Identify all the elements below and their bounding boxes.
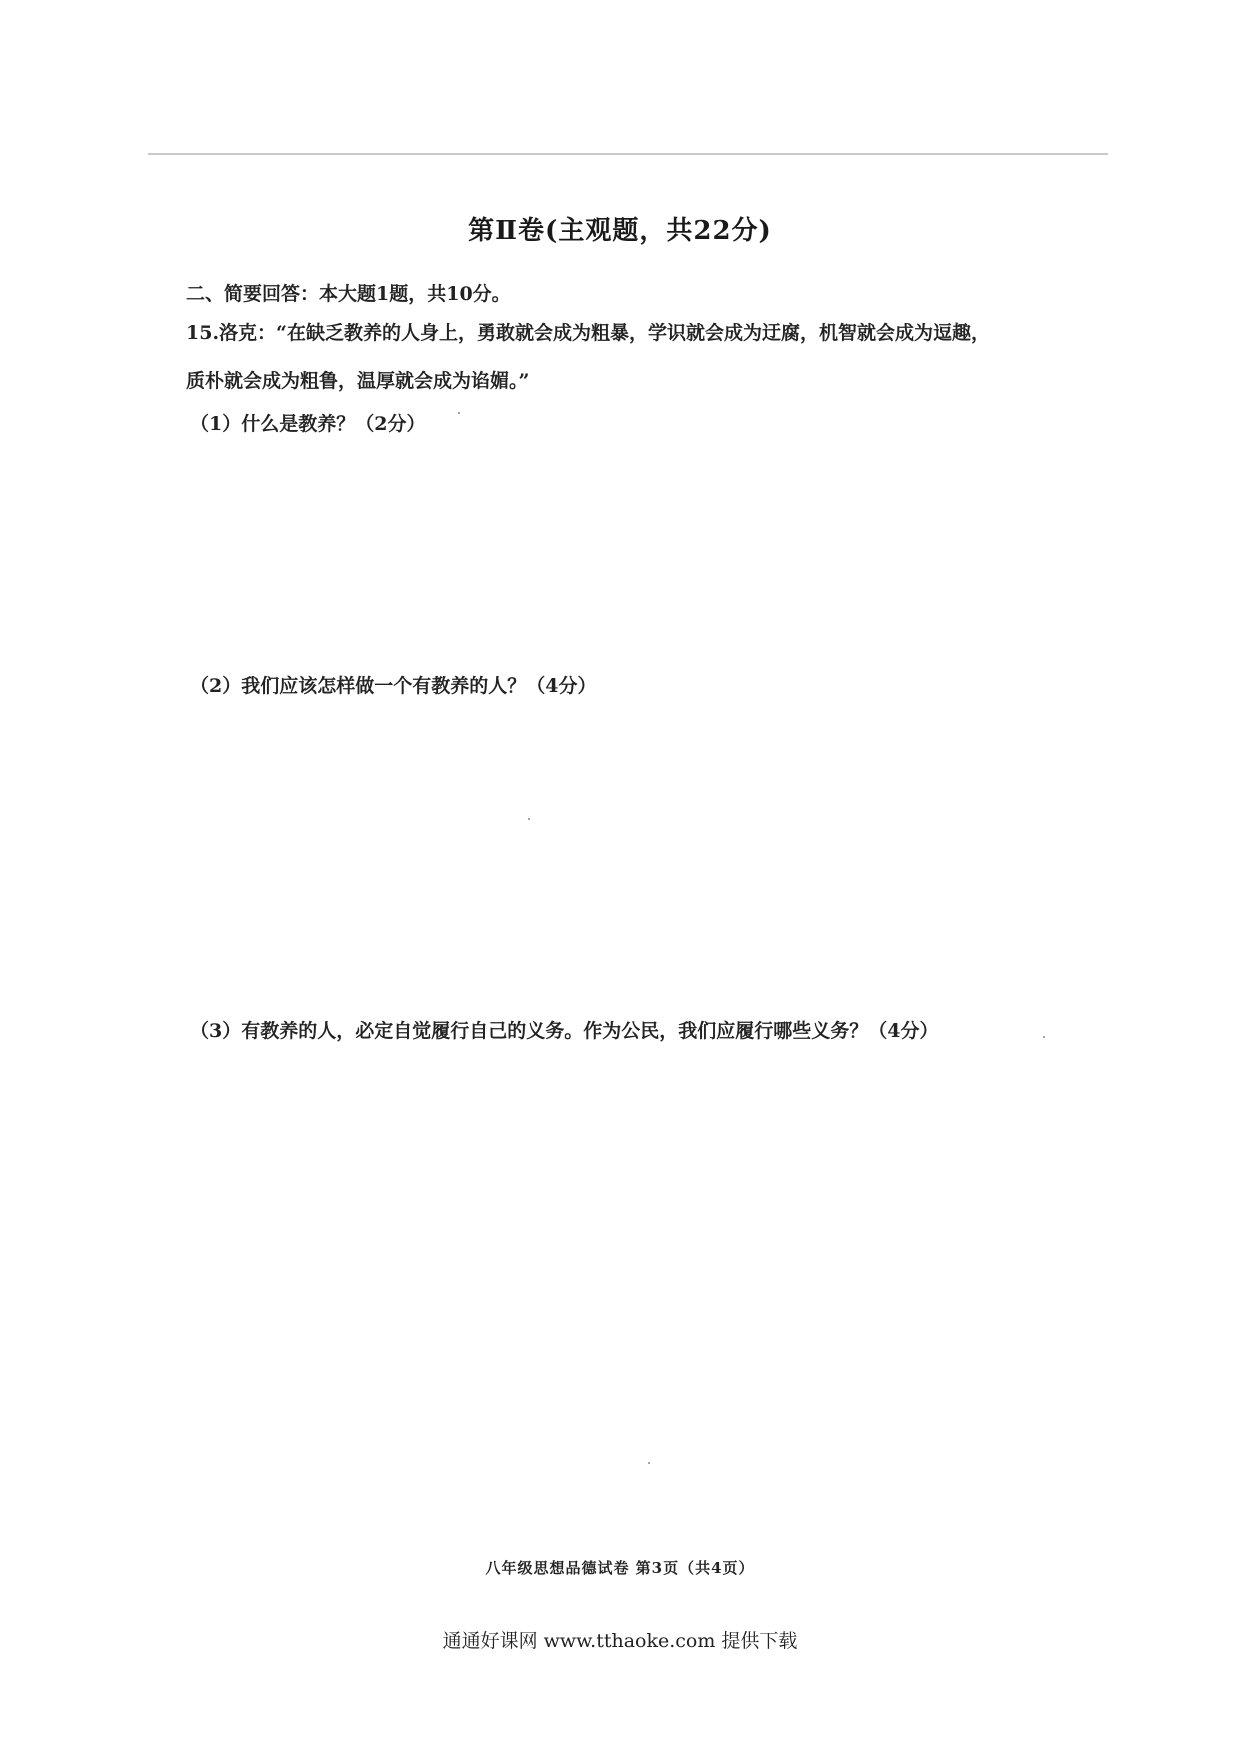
scan-speck: [648, 1462, 650, 1464]
top-divider: [148, 153, 1108, 155]
sub-question-1: （1）什么是教养？（2分）: [190, 413, 426, 435]
scan-speck: [458, 412, 460, 414]
question-15-line-2: 质朴就会成为粗鲁，温厚就会成为谄媚。”: [186, 370, 530, 392]
watermark-text: 通通好课网 www.tthaoke.com 提供下载: [442, 1630, 798, 1652]
part-heading: 二、简要回答：本大题1题，共10分。: [186, 283, 511, 305]
scan-speck: [1043, 1036, 1045, 1038]
sub-question-2: （2）我们应该怎样做一个有教养的人？（4分）: [190, 675, 597, 697]
page-footer: 八年级思想品德试卷 第3页（共4页）: [485, 1559, 755, 1577]
sub-question-3: （3）有教养的人，必定自觉履行自己的义务。作为公民，我们应履行哪些义务？（4分）: [190, 1020, 939, 1042]
section-title: 第Ⅱ卷(主观题，共22分): [468, 216, 772, 246]
question-15-line-1: 15.洛克：“在缺乏教养的人身上，勇敢就会成为粗暴，学识就会成为迂腐，机智就会成为逗趣，: [186, 322, 990, 344]
scan-speck: [528, 818, 530, 820]
